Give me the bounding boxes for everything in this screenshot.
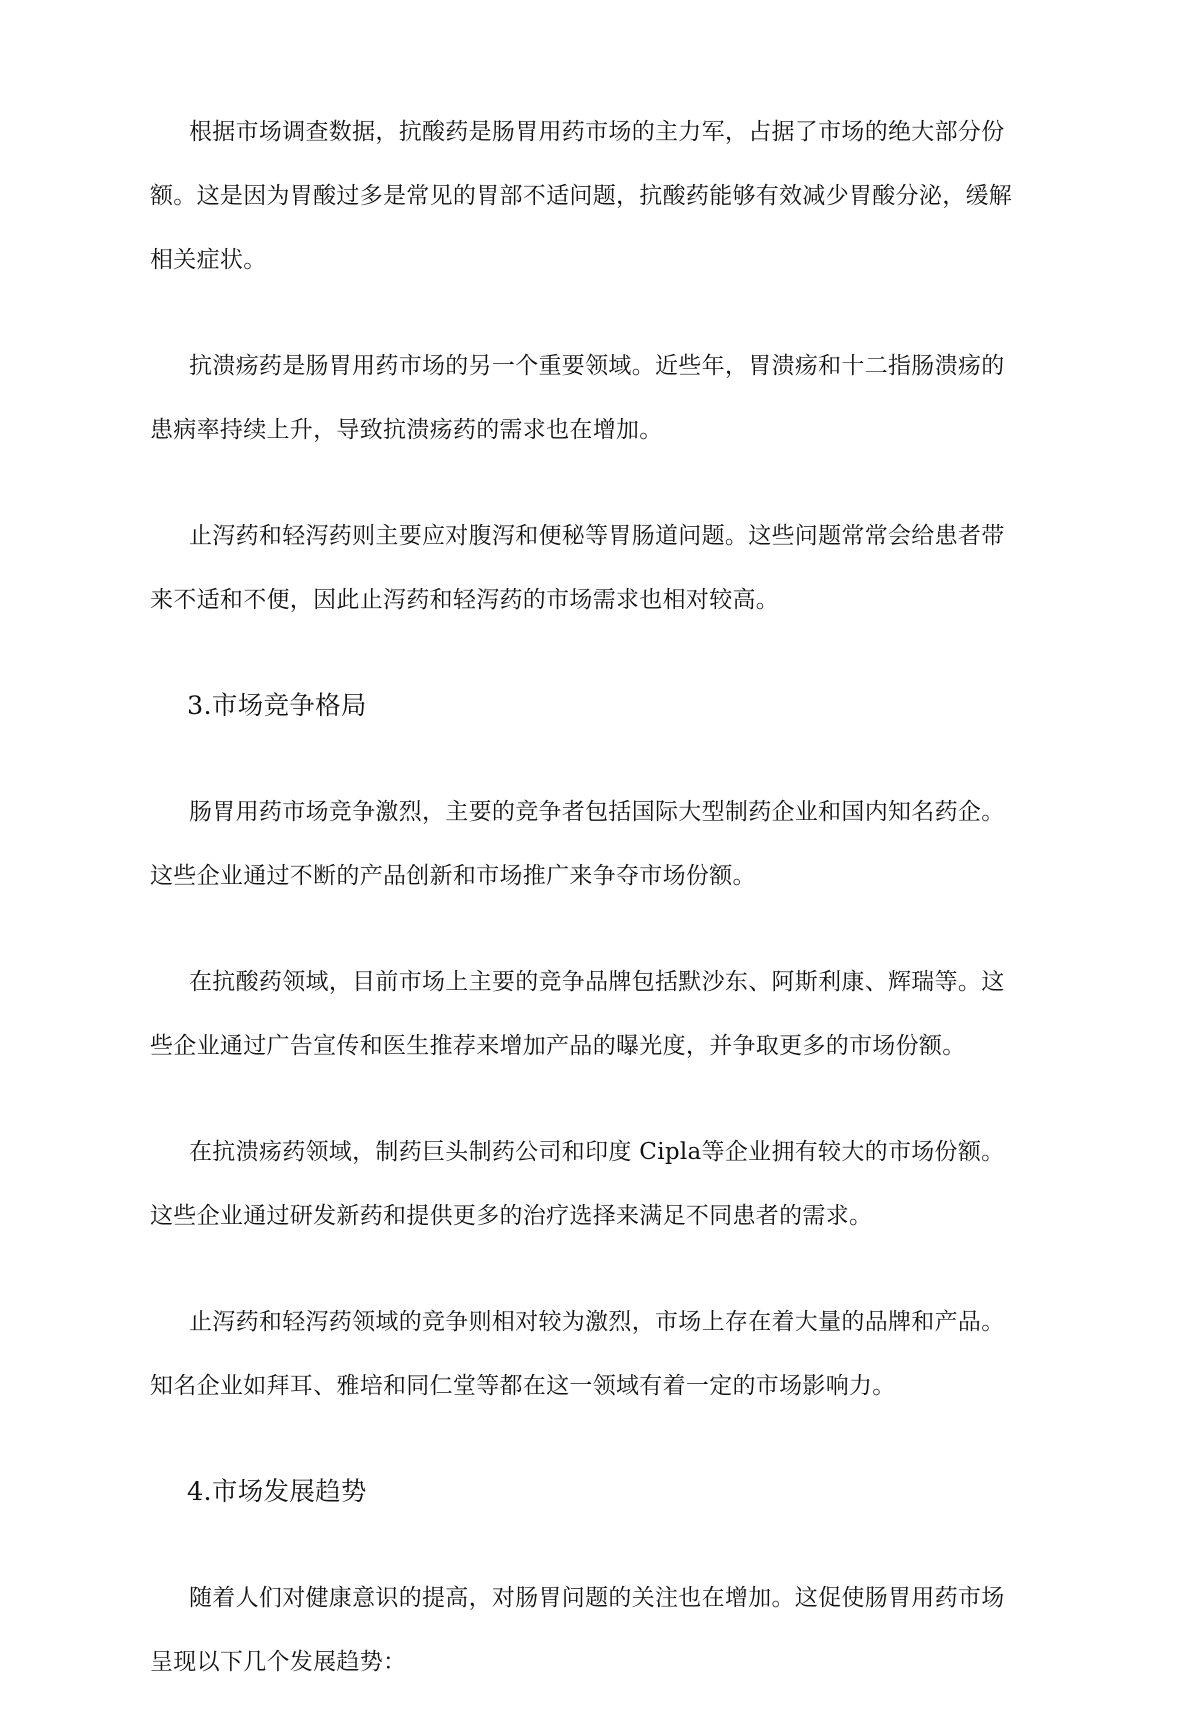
text-line: 患病率持续上升，导致抗溃疡药的需求也在增加。: [150, 417, 663, 443]
section-heading-trends: [150, 1460, 1050, 1524]
text-line: 肠胃用药市场竞争激烈，主要的竞争者包括国际大型制药企业和国内知名药企。: [189, 799, 1005, 825]
text-line: 这些企业通过不断的产品创新和市场推广来争夺市场份额。: [150, 863, 756, 889]
text-line: 止泻药和轻泻药领域的竞争则相对较为激烈，市场上存在着大量的品牌和产品。: [189, 1309, 1005, 1335]
paragraph-antacid-market-share: [150, 100, 1050, 292]
section-heading-competition: [150, 674, 1050, 738]
text-line: 在抗溃疡药领域，制药巨头制药公司和印度 Cipla等企业拥有较大的市场份额。: [189, 1139, 1005, 1165]
document-body: [150, 100, 1050, 1736]
paragraph-trends-intro: [150, 1566, 1050, 1694]
text-line: 些企业通过广告宣传和医生推荐来增加产品的曝光度，并争取更多的市场份额。: [150, 1033, 966, 1059]
paragraph-antidiarrheal-competition: [150, 1290, 1050, 1418]
text-line: 知名企业如拜耳、雅培和同仁堂等都在这一领域有着一定的市场影响力。: [150, 1373, 896, 1399]
text-line: 呈现以下几个发展趋势：: [150, 1649, 407, 1675]
text-line: 抗溃疡药是肠胃用药市场的另一个重要领域。近些年，胃溃疡和十二指肠溃疡的: [189, 353, 1005, 379]
text-line: 来不适和不便，因此止泻药和轻泻药的市场需求也相对较高。: [150, 587, 780, 613]
text-line: 随着人们对健康意识的提高，对肠胃问题的关注也在增加。这促使肠胃用药市场: [189, 1585, 1005, 1611]
heading-text: 3.市场竞争格局: [187, 691, 367, 721]
paragraph-antidiarrheal-laxative: [150, 504, 1050, 632]
paragraph-anti-ulcer-companies: [150, 1120, 1050, 1248]
paragraph-anti-ulcer-drugs: [150, 334, 1050, 462]
text-line: 在抗酸药领域，目前市场上主要的竞争品牌包括默沙东、阿斯利康、辉瑞等。这: [189, 969, 1005, 995]
heading-text: 4.市场发展趋势: [187, 1477, 367, 1507]
text-line: 根据市场调查数据，抗酸药是肠胃用药市场的主力军，占据了市场的绝大部分份: [189, 119, 1005, 145]
text-line: 相关症状。: [150, 247, 267, 273]
text-line: 这些企业通过研发新药和提供更多的治疗选择来满足不同患者的需求。: [150, 1203, 873, 1229]
text-line: 额。这是因为胃酸过多是常见的胃部不适问题，抗酸药能够有效减少胃酸分泌，缓解: [150, 183, 1013, 209]
paragraph-competition-overview: [150, 780, 1050, 908]
paragraph-antacid-brands: [150, 950, 1050, 1078]
text-line: 止泻药和轻泻药则主要应对腹泻和便秘等胃肠道问题。这些问题常常会给患者带: [189, 523, 1005, 549]
